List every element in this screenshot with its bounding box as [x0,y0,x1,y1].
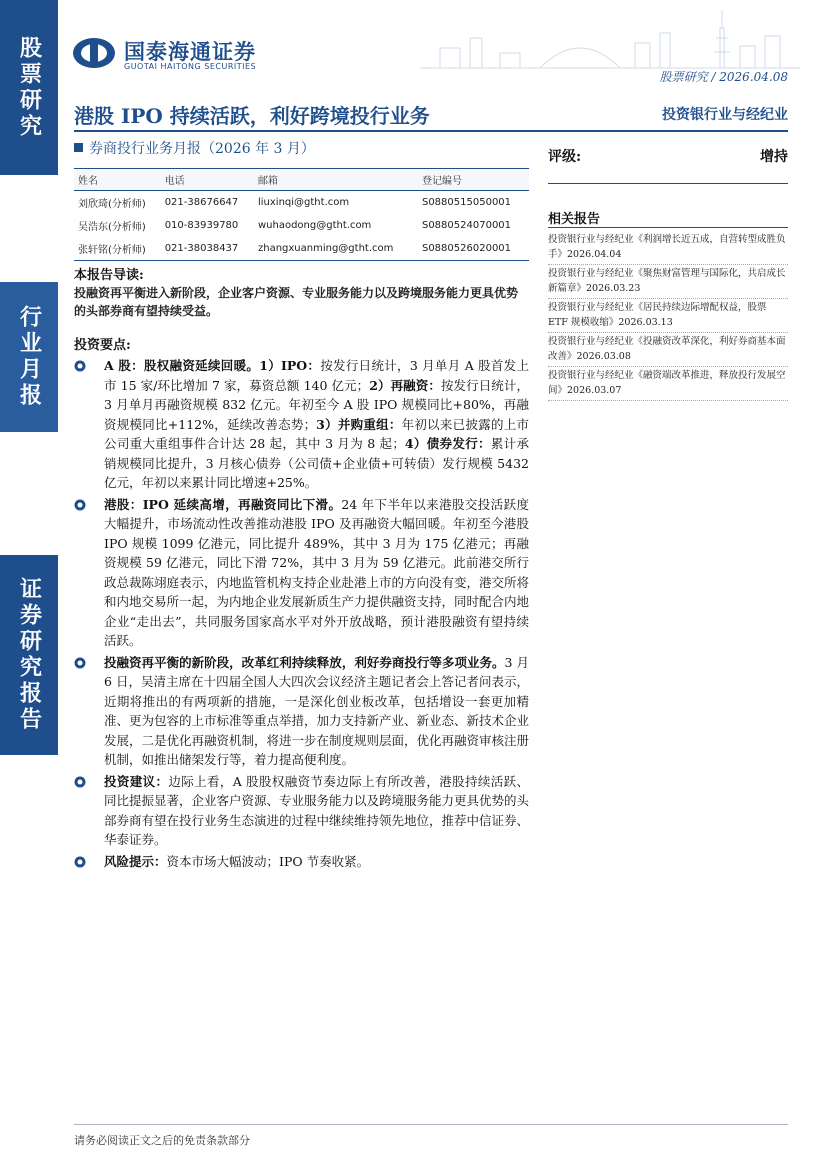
report-category-date: 股票研究 / 2026.04.08 [659,70,788,84]
related-reports-list [548,231,788,401]
table-row [74,237,529,261]
diamond-bullet-icon [74,776,86,788]
analyst-phone: 010-83939780 [164,220,239,231]
diamond-bullet-icon [74,856,86,868]
company-logo [72,34,282,74]
point-text: 边际上看，A 股股权融资节奏边际上有所改善，港股持续活跃、同比提振显著，企业客户资源、专业服务能力以及跨境服务能力更具优势的头部券商有望在投行业务生态演进的过程中继续维持领先地位，推荐中信证券、华泰证券。 [104,773,530,847]
rating-value: 增持 [760,149,788,165]
point-sub-heading: 3）并购重组： [316,416,402,432]
related-report-link[interactable]: 投资银行业与经纪业《融资端改革推进，释放投行发展空间》2026.03.07 [548,367,788,401]
point-sub-heading: 2）再融资： [369,377,441,393]
point-text: 资本市场大幅波动；IPO 节奏收紧。 [166,853,370,869]
logo-mark-icon [72,36,116,70]
analyst-table-header [74,169,529,191]
column-header: 登记编号 [418,169,529,191]
point-text: 按发行日统计，3 月单月 A 股首发上市 15 家/环比增加 7 家，募资总额 140 亿元； [104,358,529,393]
disclaimer-footer: 请务必阅读正文之后的免责条款部分 [74,1134,250,1147]
industry-label: 投资银行业与经纪业 [662,107,788,123]
analyst-registration: S0880524070001 [421,220,512,231]
sidebar-label-stock-research: 股票研究 [0,0,58,175]
footer-divider [74,1124,788,1125]
diamond-bullet-icon [74,499,86,511]
sidebar-label-securities-report: 证券研究报告 [0,555,58,755]
point-text: 累计承销规模同比提升，3 月核心债券（公司债+企业债+可转债）发行规模 5432 亿元，年初以来累计同比增速+25%。 [104,436,529,490]
analyst-name: 刘欣琦(分析师) [78,199,146,210]
analyst-name: 张轩铭(分析师) [74,237,161,261]
title-divider [74,130,788,132]
key-point-risk [74,852,529,872]
analyst-phone: 021-38038437 [161,237,254,261]
key-point-a-share [74,356,529,493]
point-text: 年初以来已披露的上市公司重大重组事件合计达 28 起，其中 3 月为 8 起； [104,416,529,451]
related-report-link[interactable]: 投资银行业与经纪业《利润增长近五成，自营转型成胜负手》2026.04.04 [548,231,788,265]
column-header: 姓名 [74,169,161,191]
intro-text: 投融资再平衡进入新阶段，企业客户资源、专业服务能力以及跨境服务能力更具优势的头部券商有望持续受益。 [74,286,519,318]
key-point-hk [74,495,529,651]
rating-box [548,146,788,166]
point-sub-heading: 4）债券发行： [404,436,491,451]
related-report-link[interactable]: 投资银行业与经纪业《居民持续边际增配权益，股票 ETF 规模收缩》2026.03.13 [548,299,788,333]
intro-heading: 本报告导读: [74,268,144,283]
related-report-link[interactable]: 投资银行业与经纪业《聚焦财富管理与国际化，共启成长新篇章》2026.03.23 [548,265,788,299]
point-lead: 投资建议： [104,773,169,789]
report-title: 港股 IPO 持续活跃，利好跨境投行业务 [74,104,430,128]
logo-name-cn: 国泰海通证券 [124,40,256,64]
analyst-table [74,168,529,261]
related-reports-divider [548,227,788,228]
analyst-registration: S0880526020001 [418,237,529,261]
column-header: 电话 [161,169,254,191]
key-point-reform [74,653,529,770]
key-point-recommendation [74,772,529,850]
related-reports-title: 相关报告 [548,212,601,227]
key-points-heading: 投资要点: [74,338,131,353]
diamond-bullet-icon [74,360,86,372]
point-lead: 风险提示： [104,853,167,869]
report-subtitle-text: 券商投行业务月报（2026 年 3 月） [89,141,315,157]
point-text: 按发行日统计，3 月单月再融资规模 832 亿元。年初至今 A 股 IPO 规模同比+80%，再融资规模同比+112%，延续改善态势； [104,377,529,432]
sidebar [0,0,58,1169]
city-skyline-illustration [420,8,800,70]
analyst-email[interactable]: liuxinqi@gtht.com [257,197,350,208]
point-lead: 投融资再平衡的新阶段，改革红利持续释放，利好券商投行等多项业务。 [104,654,505,670]
point-sub-heading: 1）IPO： [259,358,321,373]
table-row [74,214,529,237]
point-lead: A 股：股权融资延续回暖。 [104,358,260,373]
rating-label: 评级: [548,149,582,165]
point-text: 24 年下半年以来港股交投活跃度大幅提升，市场流动性改善推动港股 IPO 及再融资大幅回暖。年初至今港股 IPO 规模 1099 亿港元，同比提升 489%，其中 3 月为 175 亿港元；再融资规模 59 亿港元，同比下滑 72%，其中 3 月为 59 亿港元。此前港交所行政总裁陈翊庭表示，内地监管机构支持企业赴港上市的方向没有变，港交所将和内地交易所一起，为内地企业发展新质生产力提供融资支持，同时配合内地企业“走出去”，共同服务国家高水平对外开放战略，预计港股融资有望持续活跃。 [104,496,530,648]
analyst-name: 吴浩东(分析师) [78,222,146,233]
report-subtitle [74,138,315,158]
key-points-list [74,356,529,873]
diamond-bullet-icon [74,657,86,669]
rating-divider [548,183,788,184]
related-report-link[interactable]: 投资银行业与经纪业《投融资改革深化，利好券商基本面改善》2026.03.08 [548,333,788,367]
analyst-registration: S0880515050001 [421,197,512,208]
table-row [74,191,529,215]
sidebar-label-monthly: 行业月报 [0,282,58,432]
point-lead: 港股：IPO 延续高增，再融资同比下滑。 [104,496,342,512]
analyst-email[interactable]: zhangxuanming@gtht.com [254,237,418,261]
square-bullet-icon [74,143,83,152]
column-header: 邮箱 [254,169,418,191]
analyst-phone: 021-38676647 [164,197,239,208]
logo-name-en: GUOTAI HAITONG SECURITIES [124,62,257,71]
analyst-email[interactable]: wuhaodong@gtht.com [257,220,372,231]
point-text: 3 月 6 日，吴清主席在十四届全国人大四次会议经济主题记者会上答记者问表示，近期将推出的有两项新的措施，一是深化创业板改革，包括增设一套更加精准、更为包容的上市标准等重点举措，加力支持新产业、新业态、新技术企业发展，二是优化再融资机制，将进一步在制度规则层面，优化再融资审核注册机制，如推出储架发行等，着力提高便利度。 [104,654,530,767]
